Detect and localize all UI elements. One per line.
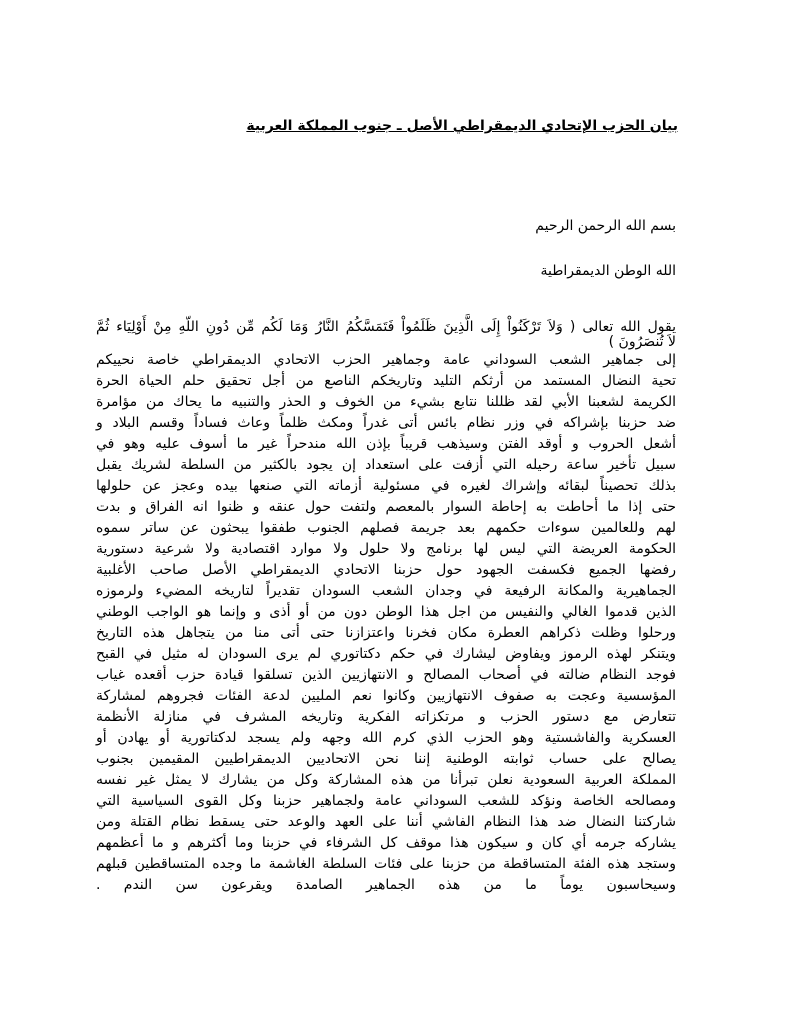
body-line: ضد حزبنا بإشراكه في وزر نظام بائس أتى غدراً ومكث ظلماً وعاث فساداً وقسم البلاد و (96, 415, 676, 431)
body-line: يصالح على حساب ثوابته الوطنية إننا نحن الاتحاديين الديمقراطيين المقيمين بجنوب (96, 751, 676, 767)
body-line: رفضها الجميع فكسفت الجهود حول حزبنا الاتحادي الديمقراطي الأصل صاحب الأغلبية (96, 562, 676, 578)
body-line: سبيل تأخير ساعة رحيله التي أزفت على استعداد إن يجود بالكثير من السلطة لشريك يقبل (96, 457, 676, 473)
body-line: ورحلوا وظلت ذكراهم العطرة مكان فخرنا واعتزازنا حتى أتى منا من يتجاهل هذه التاريخ (96, 625, 676, 641)
body-line: يشاركه جرمه أي كان و سيكون هذا موقف كل الشرفاء في حزبنا وما أكثرهم و ما أعظمهم (96, 835, 676, 851)
body-line: ويتنكر لهذه الرموز ويفاوض ليشارك في حكم دكتاتوري لم يرى السودان له مثيل في القبح (96, 646, 676, 662)
slogan-line: الله الوطن الديمقراطية (540, 263, 676, 279)
verse-line: لاَ تُنصَرُونَ ) (608, 334, 676, 350)
body-line: لهم وللعالمين سوءات حكمهم بعد جريمة فصلهم الجنوب طفقوا يبحثون عن ساتر سموه (96, 520, 676, 536)
body-line: الذين قدموا الغالي والنفيس من اجل هذا الوطن دون من أو أذى و وإنما هو الواجب الوطني (96, 604, 676, 620)
basmala-line: بسم الله الرحمن الرحيم (535, 218, 676, 234)
body-line: شاركتنا النضال ضد هذا النظام الفاشي أننا على العهد والوعد حتى يسقط نظام القتلة ومن (96, 814, 676, 830)
document-title: بيان الحزب الإتحادي الديمقراطي الأصل ـ جنوب المملكة العربية (246, 118, 678, 134)
verse-line: يقول الله تعالى ( وَلاَ تَرْكَنُواْ إِلَى الَّذِينَ ظَلَمُواْ فَتَمَسَّكُمُ النَّارُ وَمَا لَكُم مِّن دُونِ اللّهِ مِنْ أَوْلِيَاء ثُمَّ (96, 319, 676, 335)
body-line: بذلك تحصيناً لبقائه وإشراك لغيره في مسئولية أزماته التي صنعها بيده وعجز عن حلولها (96, 478, 676, 494)
body-line: المملكة العربية السعودية نعلن تبرأنا من هذه المشاركة وكل من يشارك لا يمثل غير نفسه (96, 772, 676, 788)
body-line: أشعل الحروب و أوقد الفتن وسيذهب قريباً بإذن الله مندحراً غير ما أسوف عليه وهو في (96, 436, 676, 452)
body-line: الحكومة العريضة التي ليس لها برنامج ولا حلول ولا موارد اقتصادية ولا شرعية دستورية (96, 541, 676, 557)
body-line: وسيحاسبون يوماً ما من هذه الجماهير الصامدة ويقرعون سن الندم . (96, 877, 676, 893)
body-line: وستجد هذه الفئة المتساقطة من حزبنا على فئات السلطة الغاشمة ما وجده المتساقطين قبلهم (96, 856, 676, 872)
body-line: فوجد النظام ضالته في أصحاب المصالح و الانتهازيين الذين تسلقوا قيادة حزب أقعده غياب (96, 667, 676, 683)
body-line: الكريمة لشعبنا الأبي لقد ظللنا نتابع بشيء من الخوف و الحذر والتنبيه ما يحاك من مؤامرة (96, 394, 676, 410)
body-line: الجماهيرية والمكانة الرفيعة في وجدان الشعب السودان تقديراً لتاريخه المضيء ولرموزه (96, 583, 676, 599)
body-line: تتعارض مع دستور الحزب و مرتكزاته الفكرية وتاريخه المشرف في منازلة الأنظمة (96, 709, 676, 725)
body-line: ومصالحه الخاصة ونؤكد للشعب السوداني عامة ولجماهير حزبنا وكل القوى السياسية التي (96, 793, 676, 809)
body-line: إلى جماهير الشعب السوداني عامة وجماهير الحزب الاتحادي الديمقراطي خاصة نحييكم (96, 352, 676, 368)
body-line: تحية النضال المستمد من أرثكم التليد وتاريخكم الناصع من أجل تحقيق حلم الحياة الحرة (96, 373, 676, 389)
body-line: المؤسسية وعجت به صفوف الانتهازيين وكانوا نعم المليين لدعة الفئات فجروهم لمشاركة (96, 688, 676, 704)
body-line: العسكرية والفاشستية وهو الحزب الذي كرم الله وجهه ولم يسجد لدكتاتورية أو يهادن أو (96, 730, 676, 746)
body-line: حتى إذا ما أحاطت به إحاطة السوار بالمعصم ولتفت حول عنقه و ظنوا انه الفراق و بدت (96, 499, 676, 515)
